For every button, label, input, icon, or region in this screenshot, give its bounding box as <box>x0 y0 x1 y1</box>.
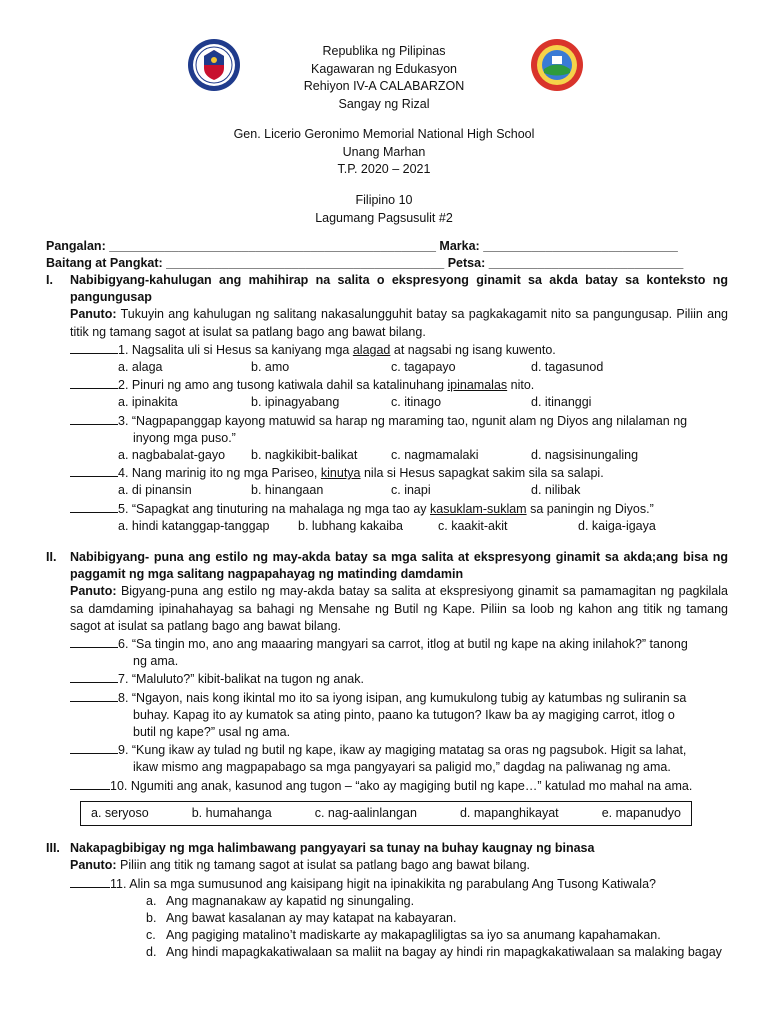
section-number: II. <box>46 550 57 565</box>
option-b: b. hinangaan <box>251 483 324 498</box>
question-3 <box>70 412 728 447</box>
option-c: c. kaakit-akit <box>438 518 508 533</box>
option-letter: c. <box>146 928 156 943</box>
question-6 <box>70 635 728 670</box>
school-name: Gen. Licerio Geronimo Memorial National High School <box>233 127 535 141</box>
question-text-continued: inyong mga puso.” <box>133 430 236 445</box>
question-8 <box>70 689 728 742</box>
option-a: a. di pinansin <box>118 483 192 498</box>
question-text: at nagsabi ng isang kuwento. <box>390 342 556 357</box>
option-letter: d. <box>146 945 157 960</box>
option-d: d. nilibak <box>531 483 581 498</box>
directions-label: Panuto: <box>70 584 117 599</box>
grade-date-line: Baitang at Pangkat: ________________________________________ Petsa: ____________________________ <box>46 256 684 270</box>
section-title: Nakapagbibigay ng mga halimbawang pangyayari sa tunay na buhay kaugnay ng binasa <box>70 841 595 856</box>
question-text: 9. “Kung ikaw ay tulad ng butil ng kape, ikaw ay magiging matatag sa oras ng pagsubok. Higit sa lahat, <box>118 743 687 758</box>
question-text-continued: ikaw mismo ang magpapabago sa mga pangyayari sa paligid mo,” dagdag na paliwanag ng ama. <box>133 760 671 775</box>
answer-blank[interactable] <box>70 464 118 477</box>
answer-blank[interactable] <box>70 500 118 513</box>
option-letter: b. <box>146 910 157 925</box>
header-line-republic: Republika ng Pilipinas <box>322 44 446 58</box>
option-a: a. ipinakita <box>118 395 178 410</box>
choice-d: d. mapanghikayat <box>459 805 559 820</box>
answer-blank[interactable] <box>70 412 118 425</box>
option-a: a. hindi katanggap-tanggap <box>118 518 270 533</box>
question-text: 8. “Ngayon, nais kong ikintal mo ito sa iyong isipan, ang kumukulong tubig ay katumbas ng suliranin sa <box>118 690 687 705</box>
question-11 <box>70 875 728 893</box>
choice-c: c. nag-aalinlangan <box>314 805 417 820</box>
question-3-options <box>118 447 728 464</box>
option-c: c. inapi <box>391 483 431 498</box>
question-11-option-d <box>146 944 728 961</box>
section-2-directions <box>70 583 728 635</box>
question-5 <box>70 500 728 518</box>
answer-blank[interactable] <box>70 341 118 354</box>
option-b: b. lubhang kakaiba <box>298 518 403 533</box>
test-title: Lagumang Pagsusulit #2 <box>315 210 453 225</box>
section-1-directions <box>70 306 728 340</box>
underlined-word: kasuklam-suklam <box>430 501 527 516</box>
question-text-continued: buhay. Kapag ito ay kumatok sa ating pinto, paano ka tutugon? Ikaw ba ay magiging carrot, itlog o <box>133 707 675 722</box>
question-text: 6. “Sa tingin mo, ano ang maaaring mangyari sa carrot, itlog at butil ng kape na aking inilahok?” tanong <box>118 637 688 652</box>
section-3-heading <box>46 840 728 857</box>
question-text: 4. Nang marinig ito ng mga Pariseo, <box>118 466 321 481</box>
header-line-department: Kagawaran ng Edukasyon <box>311 61 457 76</box>
answer-blank[interactable] <box>70 376 118 389</box>
question-2 <box>70 376 728 394</box>
option-d: d. kaiga-igaya <box>578 518 656 533</box>
underlined-word: ipinamalas <box>447 378 508 393</box>
option-text: Ang magnanakaw ay kapatid ng sinungaling. <box>166 893 415 908</box>
question-text: sa paningin ng Diyos.” <box>526 501 654 516</box>
option-a: a. alaga <box>118 360 163 375</box>
test-header <box>0 192 768 227</box>
answer-blank[interactable] <box>70 777 110 790</box>
directions-label: Panuto: <box>70 307 117 322</box>
question-10 <box>70 777 728 795</box>
quiz-content <box>46 272 728 962</box>
section-3-directions <box>70 857 728 874</box>
option-text: Ang bawat kasalanan ay may katapat na kabayaran. <box>166 910 457 925</box>
agency-header <box>0 43 768 113</box>
option-a: a. nagbabalat-gayo <box>118 448 226 463</box>
question-7 <box>70 670 728 688</box>
directions-text: Piliin ang titik ng tamang sagot at isulat sa patlang bago ang bawat bilang. <box>120 858 531 873</box>
question-9 <box>70 741 728 776</box>
question-11-option-a <box>146 893 728 910</box>
header-line-region: Rehiyon IV-A CALABARZON <box>303 79 465 93</box>
option-text: Ang pagiging matalino’t madiskarte ay makapagliligtas sa iyo sa anumang kapahamakan. <box>166 928 661 943</box>
question-5-options <box>118 518 728 535</box>
question-11-option-c <box>146 927 728 944</box>
choice-a: a. seryoso <box>91 805 149 820</box>
question-text: 7. “Maluluto?” kibit-balikat na tugon ng anak. <box>118 672 364 687</box>
underlined-word: kinutya <box>320 466 361 481</box>
question-1-options <box>118 359 728 376</box>
option-c: c. itinago <box>391 395 442 410</box>
school-header <box>0 126 768 179</box>
option-b: b. amo <box>251 360 290 375</box>
question-text: 3. “Nagpapanggap kayong matuwid sa harap ng maraming tao, ngunit alam ng Diyos ang nilalaman ng <box>118 413 688 428</box>
option-text: Ang hindi mapagkakatiwalaan sa maliit na bagay ay hindi rin mapagkakatiwalaan sa malaking bagay <box>166 945 722 960</box>
question-11-option-b <box>146 910 728 927</box>
question-4 <box>70 464 728 482</box>
option-b: b. nagkikibit-balikat <box>251 448 358 463</box>
question-text: 5. “Sapagkat ang tinuturing na mahalaga ng mga tao ay <box>118 501 431 516</box>
school-year: T.P. 2020 – 2021 <box>337 162 431 176</box>
name-score-line: Pangalan: _______________________________________________ Marka: ____________________________ <box>46 239 678 253</box>
section-1-heading <box>46 272 728 306</box>
answer-blank[interactable] <box>70 875 110 888</box>
section-title: Nabibigyang- puna ang estilo ng may-akda batay sa mga salita at ekspresyong ginamit sa akda;ang bisa ng paggamit ng mga salitang nagpapahayag ng matinding damdamin <box>70 550 728 582</box>
answer-blank[interactable] <box>70 635 118 648</box>
option-d: d. nagsisinungaling <box>531 448 639 463</box>
option-d: d. itinanggi <box>531 395 592 410</box>
quarter-label: Unang Marhan <box>342 144 426 159</box>
question-text: 11. Alin sa mga sumusunod ang kaisipang higit na ipinakikita ng parabulang Ang Tusong Katiwala? <box>110 876 656 891</box>
option-c: c. nagmamalaki <box>391 448 479 463</box>
choice-e: e. mapanudyo <box>601 805 681 820</box>
question-text: nito. <box>507 378 535 393</box>
question-text-continued: ng ama. <box>133 654 179 669</box>
choices-box <box>80 801 692 826</box>
option-letter: a. <box>146 893 157 908</box>
question-1 <box>70 341 728 359</box>
question-text: 10. Ngumiti ang anak, kasunod ang tugon – “ako ay magiging butil ng kape…” katulad mo mahal na ama. <box>110 778 693 793</box>
section-number: I. <box>46 273 53 287</box>
question-2-options <box>118 394 728 411</box>
subject-title: Filipino 10 <box>355 193 413 207</box>
section-number: III. <box>46 841 60 856</box>
underlined-word: alagad <box>352 342 391 357</box>
directions-text: Tukuyin ang kahulugan ng salitang nakasalungguhit batay sa pagkakagamit nito sa pangungusap. Piliin ang titik ng tamang sagot at isulat sa patlang bago ang bawat bilang. <box>70 307 728 339</box>
choice-b: b. humahanga <box>191 805 272 820</box>
option-d: d. tagasunod <box>531 360 604 375</box>
question-4-options <box>118 482 728 499</box>
directions-label: Panuto: <box>70 858 117 873</box>
answer-blank[interactable] <box>70 689 118 702</box>
option-c: c. tagapayo <box>391 360 456 375</box>
section-2-heading <box>46 549 728 583</box>
header-line-division: Sangay ng Rizal <box>338 96 430 111</box>
question-text: 2. Pinuri ng amo ang tusong katiwala dahil sa katalinuhang <box>118 378 448 393</box>
question-text: 1. Nagsalita uli si Hesus sa kaniyang mga <box>118 342 353 357</box>
option-b: b. ipinagyabang <box>251 395 340 410</box>
directions-text: Bigyang-puna ang estilo ng may-akda batay sa salita at ekspresiyong ginamit sa pamamagitan ng pagkilala sa damdaming ipinahahayag sa bahagi ng Mensahe ng Butil ng Kape. Piliin sa loob ng kahon ang titik ng tamang sagot at isulat sa patlang bago ang bawat bilang. <box>70 584 728 633</box>
answer-blank[interactable] <box>70 741 118 754</box>
question-text: nila si Hesus sapagkat sakim sila sa salapi. <box>360 466 604 481</box>
question-text-continued: butil ng kape?” usal ng ama. <box>133 725 291 740</box>
answer-blank[interactable] <box>70 670 118 683</box>
section-title: Nabibigyang-kahulugan ang mahihirap na salita o ekspresyong ginamit sa akda batay sa konteksto ng pangungusap <box>70 273 728 305</box>
